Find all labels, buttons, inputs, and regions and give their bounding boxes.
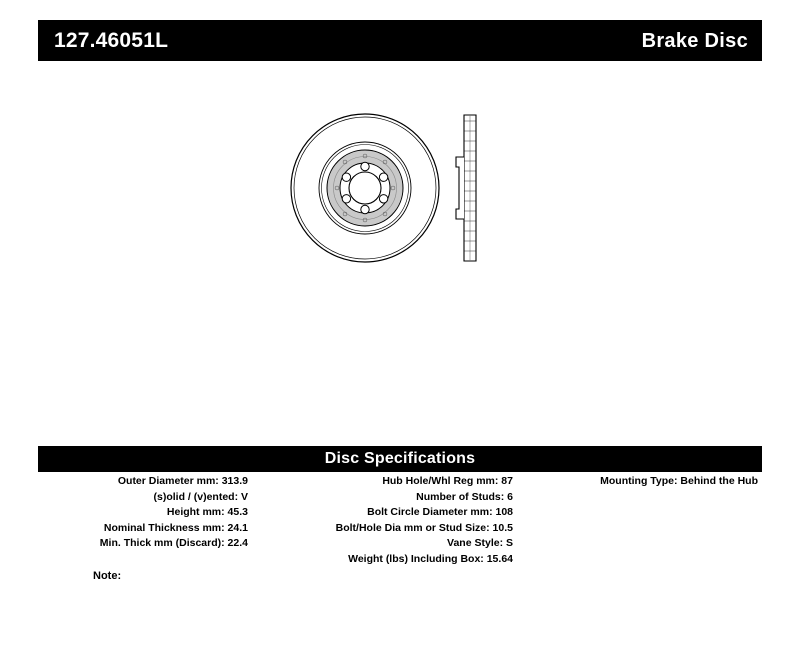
spec-item: Vane Style: S: [447, 537, 513, 550]
page-title: Brake Disc: [641, 29, 748, 52]
specs-column-left: [38, 474, 248, 584]
spec-item: Min. Thick mm (Discard): 22.4: [99, 537, 248, 550]
product-drawing: [280, 95, 540, 285]
specs-column-middle: [263, 474, 513, 584]
spec-item: Nominal Thickness mm: 24.1: [103, 521, 248, 534]
specs-section-title: Disc Specifications: [324, 450, 476, 467]
header-bar: [38, 20, 762, 61]
spec-item: (s)olid / (v)ented: V: [153, 490, 248, 503]
spec-item: Weight (lbs) Including Box: 15.64: [348, 552, 513, 565]
note-label: Note:: [93, 570, 122, 582]
spec-item: Height mm: 45.3: [166, 506, 248, 519]
part-number: 127.46051L: [54, 29, 169, 52]
spec-item: Mounting Type: Behind the Hub: [600, 475, 758, 487]
spec-item: Bolt/Hole Dia mm or Stud Size: 10.5: [335, 521, 513, 534]
rotor-side-view: [456, 115, 476, 261]
spec-item: Hub Hole/Whl Reg mm: 87: [382, 475, 513, 487]
specs-section-header: [38, 446, 762, 472]
spec-item: Number of Studs: 6: [416, 490, 513, 503]
specs-column-right: [528, 474, 762, 584]
specs-columns: [38, 474, 762, 584]
rotor-front-view: [291, 114, 439, 262]
spec-item: Bolt Circle Diameter mm: 108: [367, 506, 513, 519]
spec-item: Outer Diameter mm: 313.9: [117, 475, 248, 487]
